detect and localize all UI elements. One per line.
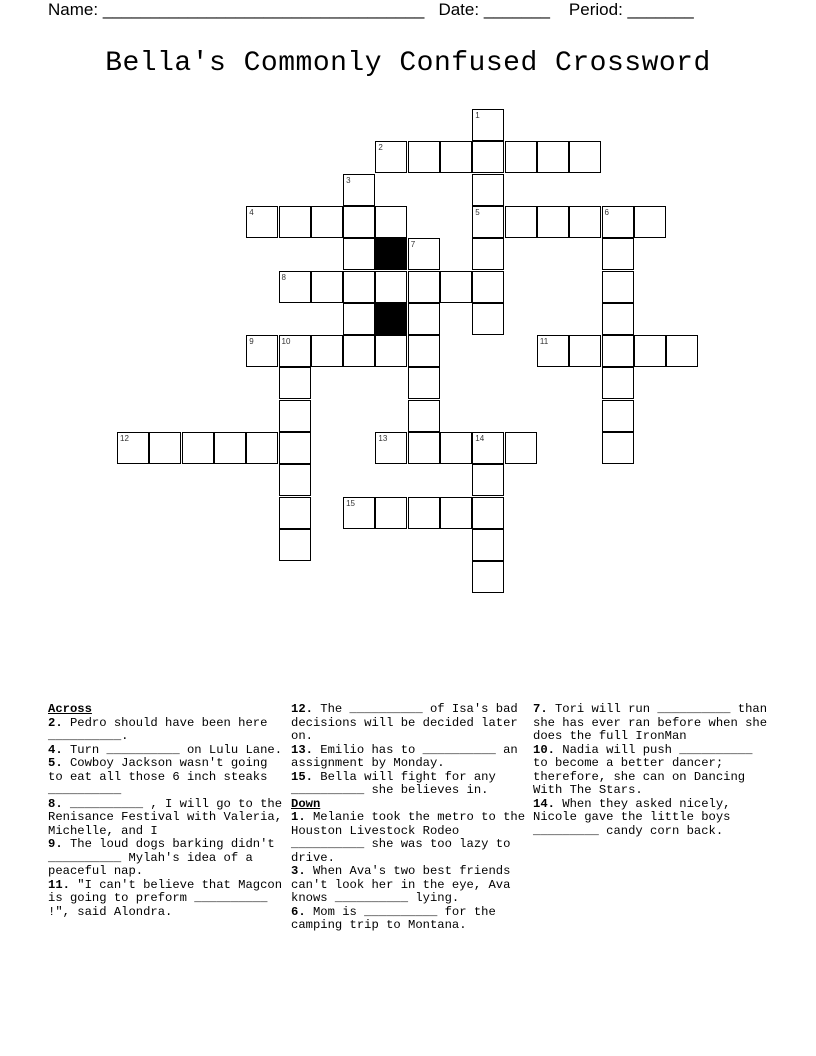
grid-cell[interactable] — [472, 238, 504, 270]
date-line[interactable]: _______ — [483, 0, 551, 19]
grid-cell[interactable] — [602, 303, 634, 335]
grid-cell[interactable] — [472, 141, 504, 173]
clue — [291, 906, 529, 933]
grid-cell[interactable] — [472, 271, 504, 303]
grid-cell[interactable] — [634, 335, 666, 367]
clue-number: 9 — [249, 337, 254, 347]
grid-cell[interactable] — [343, 303, 375, 335]
clue-text: When they asked nicely, Nicole gave the little boys _________ candy corn back. — [533, 796, 731, 838]
grid-cell[interactable] — [472, 303, 504, 335]
grid-cell[interactable] — [602, 432, 634, 464]
grid-cell[interactable] — [537, 335, 569, 367]
grid-cell[interactable] — [472, 529, 504, 561]
clue — [48, 879, 286, 920]
grid-cell[interactable] — [602, 206, 634, 238]
grid-cell[interactable] — [279, 497, 311, 529]
grid-cell[interactable] — [279, 464, 311, 496]
grid-cell[interactable] — [117, 432, 149, 464]
grid-cell[interactable] — [408, 141, 440, 173]
grid-cell[interactable] — [375, 432, 407, 464]
grid-cell[interactable] — [440, 432, 472, 464]
clue-column-2 — [291, 703, 529, 933]
grid-cell[interactable] — [472, 174, 504, 206]
grid-cell[interactable] — [472, 432, 504, 464]
clue — [291, 771, 529, 798]
grid-cell[interactable] — [505, 432, 537, 464]
name-line[interactable]: __________________________________ — [102, 0, 425, 19]
clue-number: 2. — [48, 715, 63, 730]
clue-text: Cowboy Jackson wasn't going to eat all those 6 inch steaks __________ — [48, 756, 268, 797]
grid-cell[interactable] — [440, 497, 472, 529]
clue-text: Tori will run __________ than she has ever ran before when she does the full IronMan — [533, 702, 768, 743]
clue — [533, 798, 773, 839]
grid-cell[interactable] — [311, 206, 343, 238]
grid-cell[interactable] — [375, 271, 407, 303]
clue-number: 14. — [533, 796, 555, 811]
clue — [48, 838, 286, 879]
clue-number: 10. — [533, 742, 555, 757]
grid-cell[interactable] — [602, 400, 634, 432]
grid-cell[interactable] — [569, 335, 601, 367]
clue — [291, 744, 529, 771]
clue-number: 4. — [48, 742, 63, 757]
grid-cell[interactable] — [408, 335, 440, 367]
grid-cell[interactable] — [246, 206, 278, 238]
clue-number: 12 — [120, 434, 129, 443]
grid-cell[interactable] — [279, 271, 311, 303]
grid-cell[interactable] — [375, 141, 407, 173]
grid-cell[interactable] — [440, 141, 472, 173]
grid-cell[interactable] — [246, 432, 278, 464]
grid-cell[interactable] — [472, 497, 504, 529]
grid-cell[interactable] — [343, 335, 375, 367]
name-label: Name: — [48, 0, 99, 19]
clue-number: 13 — [378, 434, 388, 443]
grid-cell[interactable] — [279, 529, 311, 561]
grid-cell[interactable] — [343, 497, 375, 529]
grid-cell[interactable] — [602, 238, 634, 270]
grid-cell[interactable] — [408, 238, 440, 270]
grid-cell[interactable] — [375, 206, 407, 238]
grid-cell[interactable] — [472, 464, 504, 496]
down-clue-list — [291, 811, 529, 933]
grid-cell[interactable] — [279, 432, 311, 464]
clue-number: 6 — [604, 207, 609, 217]
clue-text: __________ , I will go to the Renisance Festival with Valeria, Michelle, and I — [48, 796, 283, 838]
grid-cell[interactable] — [666, 335, 698, 367]
grid-cell[interactable] — [279, 335, 311, 367]
clue-number: 1. — [291, 810, 306, 824]
clue-number: 7. — [533, 702, 548, 716]
clue-number: 13. — [291, 742, 313, 757]
clue-text: Melanie took the metro to the Houston Livestock Rodeo __________ she was too lazy to drive. — [291, 810, 526, 865]
clue-number: 6. — [291, 904, 306, 919]
grid-cell[interactable] — [375, 335, 407, 367]
grid-cell[interactable] — [343, 238, 375, 270]
grid-cell[interactable] — [408, 367, 440, 399]
down-clue-list-continued — [533, 703, 773, 838]
clue — [48, 757, 286, 798]
clue-number: 5 — [475, 207, 480, 217]
clue-text: When Ava's two best friends can't look her in the eye, Ava knows __________ lying. — [291, 864, 511, 905]
clue-number: 11. — [48, 877, 70, 892]
grid-cell[interactable] — [214, 432, 246, 464]
clue-number: 5. — [48, 756, 63, 770]
clue-number: 9. — [48, 837, 63, 851]
grid-cell[interactable] — [408, 400, 440, 432]
grid-cell[interactable] — [440, 271, 472, 303]
clue-text: Emilio has to __________ an assignment by Monday. — [291, 742, 518, 770]
grid-cell[interactable] — [343, 206, 375, 238]
clue-text: "I can't believe that Magcon is going to preform __________ !", said Alondra. — [48, 877, 283, 919]
across-clue-list-continued — [291, 703, 529, 798]
grid-cell[interactable] — [537, 206, 569, 238]
page-title: Bella's Commonly Confused Crossword — [105, 48, 711, 79]
clue — [48, 798, 286, 839]
clue-number: 11 — [539, 337, 549, 347]
blocked-cell — [375, 238, 407, 270]
period-label: Period: — [568, 0, 623, 19]
clue-text: The __________ of Isa's bad decisions will be decided later on. — [291, 702, 518, 743]
clue-number: 8. — [48, 796, 63, 811]
clue-column-3 — [533, 703, 773, 838]
clue — [291, 811, 529, 865]
date-label: Date: — [438, 0, 480, 19]
grid-cell[interactable] — [569, 141, 601, 173]
grid-cell[interactable] — [505, 206, 537, 238]
grid-cell[interactable] — [602, 367, 634, 399]
grid-cell[interactable] — [182, 432, 214, 464]
grid-cell[interactable] — [408, 432, 440, 464]
clue-number: 14 — [475, 434, 485, 443]
clue-number: 3 — [346, 175, 351, 185]
clue-number: 15. — [291, 769, 313, 784]
down-heading: Down — [291, 796, 321, 811]
clue-number: 3. — [291, 864, 306, 878]
grid-cell[interactable] — [279, 206, 311, 238]
clue-text: The loud dogs barking didn't __________ Mylah's idea of a peaceful nap. — [48, 837, 275, 878]
clue — [48, 744, 286, 758]
grid-cell[interactable] — [634, 206, 666, 238]
grid-cell[interactable] — [472, 109, 504, 141]
clue — [533, 744, 773, 798]
grid-cell[interactable] — [375, 497, 407, 529]
clue-number: 7 — [410, 240, 416, 250]
across-heading: Across — [48, 702, 92, 716]
grid-cell[interactable] — [602, 271, 634, 303]
grid-cell[interactable] — [279, 400, 311, 432]
clue-number: 8 — [281, 272, 286, 282]
clue — [291, 865, 529, 906]
clue-number: 2 — [378, 143, 383, 153]
grid-cell[interactable] — [279, 367, 311, 399]
grid-cell[interactable] — [569, 206, 601, 238]
clue-text: Pedro should have been here __________. — [48, 715, 268, 743]
period-line[interactable]: _______ — [627, 0, 694, 19]
clue-number: 4 — [249, 207, 254, 217]
clue-number: 10 — [281, 337, 291, 347]
grid-cell[interactable] — [311, 335, 343, 367]
clue-number: 15 — [346, 498, 355, 508]
grid-cell[interactable] — [149, 432, 181, 464]
clue — [291, 703, 529, 744]
clue-number: 12. — [291, 702, 313, 716]
grid-cell[interactable] — [602, 335, 634, 367]
grid-cell[interactable] — [408, 497, 440, 529]
grid-cell[interactable] — [408, 271, 440, 303]
grid-cell[interactable] — [246, 335, 278, 367]
grid-cell[interactable] — [472, 561, 504, 593]
across-clue-list — [48, 717, 286, 920]
grid-cell[interactable] — [343, 271, 375, 303]
clue-number: 1 — [475, 111, 480, 120]
grid-cell[interactable] — [537, 141, 569, 173]
clue — [48, 717, 286, 744]
grid-cell[interactable] — [311, 271, 343, 303]
clue-text: Bella will fight for any __________ she believes in. — [291, 769, 496, 797]
clue-text: Mom is __________ for the camping trip to Montana. — [291, 904, 496, 932]
grid-cell[interactable] — [343, 174, 375, 206]
clue-text: Nadia will push __________ to become a better dancer; therefore, she can on Dancing With The Stars. — [533, 742, 753, 797]
clue-text: Turn __________ on Lulu Lane. — [62, 742, 283, 757]
grid-cell[interactable] — [408, 303, 440, 335]
grid-cell[interactable] — [472, 206, 504, 238]
grid-cell[interactable] — [505, 141, 537, 173]
clue — [533, 703, 773, 744]
clue-column-1 — [48, 703, 286, 919]
blocked-cell — [375, 303, 407, 335]
